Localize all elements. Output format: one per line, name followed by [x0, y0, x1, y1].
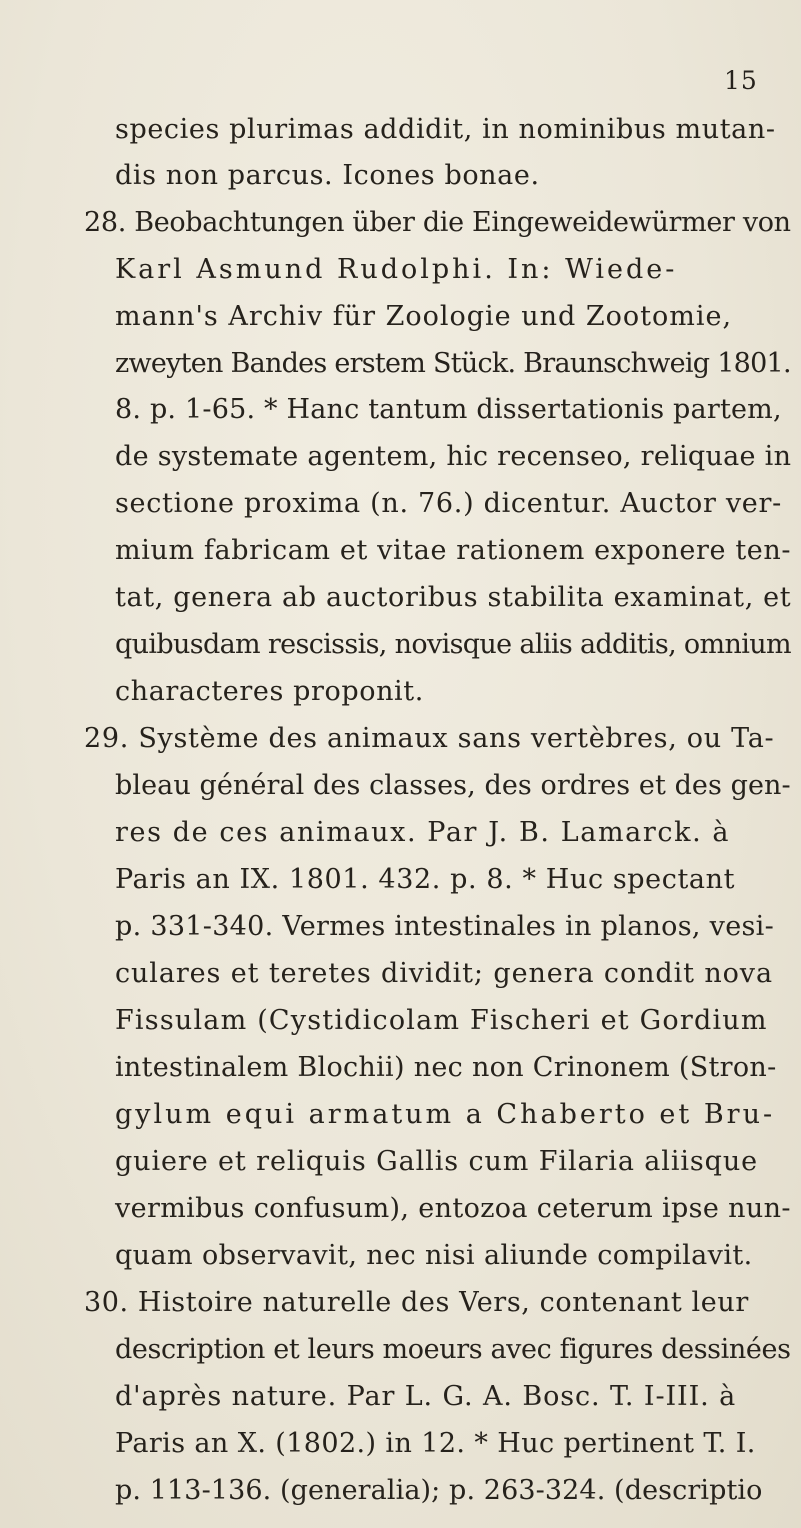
- text-line: description et leurs moeurs avec figures dessinées: [115, 1334, 791, 1365]
- text-line: quam observavit, nec nisi aliunde compilavit.: [115, 1240, 753, 1271]
- text-line: characteres proponit.: [115, 676, 424, 707]
- text-line: de systemate agentem, hic recenseo, reliquae in: [115, 441, 792, 472]
- text-line: Karl Asmund Rudolphi. In: Wiede-: [115, 254, 678, 285]
- text-line: 8. p. 1-65. * Hanc tantum dissertationis partem,: [115, 394, 782, 425]
- text-line: 30. Histoire naturelle des Vers, contenant leur: [84, 1287, 749, 1318]
- text-line: p. 331-340. Vermes intestinales in planos, vesi-: [115, 911, 774, 942]
- text-line: Fissulam (Cystidicolam Fischeri et Gordium: [115, 1005, 768, 1036]
- text-line: dis non parcus. Icones bonae.: [115, 160, 540, 191]
- text-line: p. 113-136. (generalia); p. 263-324. (descriptio: [115, 1475, 763, 1506]
- text-line: mann's Archiv für Zoologie und Zootomie,: [115, 301, 733, 332]
- text-line: bleau général des classes, des ordres et des gen-: [115, 770, 791, 801]
- text-line: culares et teretes dividit; genera condit nova: [115, 958, 773, 989]
- text-line: gylum equi armatum a Chaberto et Bru-: [115, 1099, 776, 1130]
- text-line: res de ces animaux. Par J. B. Lamarck. à: [115, 817, 731, 848]
- text-line: guiere et reliquis Gallis cum Filaria aliisque: [115, 1146, 759, 1177]
- page-number: 15: [724, 66, 758, 95]
- text-line: d'après nature. Par L. G. A. Bosc. T. I-III. à: [115, 1381, 737, 1412]
- text-line: species plurimas addidit, in nominibus mutan-: [115, 114, 776, 145]
- text-line: mium fabricam et vitae rationem exponere ten-: [115, 535, 792, 566]
- text-line: quibusdam rescissis, novisque aliis additis, omnium: [115, 629, 791, 660]
- text-line: intestinalem Blochii) nec non Crinonem (Stron-: [115, 1052, 777, 1083]
- text-line: tat, genera ab auctoribus stabilita examinat, et: [115, 582, 792, 613]
- text-line: 28. Beobachtungen über die Eingeweidewürmer von: [84, 207, 791, 238]
- text-line: Paris an IX. 1801. 432. p. 8. * Huc spectant: [115, 864, 736, 895]
- text-line: 29. Système des animaux sans vertèbres, ou Ta-: [84, 723, 775, 754]
- text-line: Paris an X. (1802.) in 12. * Huc pertinent T. I.: [115, 1428, 756, 1459]
- text-line: vermibus confusum), entozoa ceterum ipse nun-: [115, 1193, 791, 1224]
- text-line: zweyten Bandes erstem Stück. Braunschweig 1801.: [115, 348, 791, 379]
- text-line: sectione proxima (n. 76.) dicentur. Auctor ver-: [115, 488, 782, 519]
